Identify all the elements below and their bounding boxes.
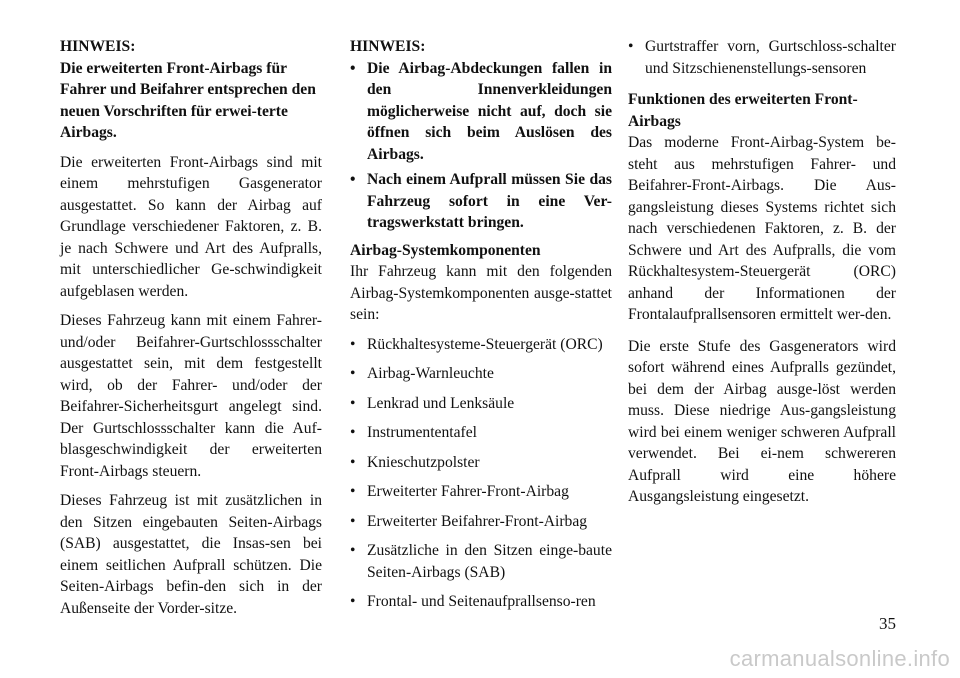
list-item: • Knieschutzpolster bbox=[350, 452, 612, 474]
paragraph: Dieses Fahrzeug kann mit einem Fahrer- und/oder Beifahrer-Gurtschlossschalter ausgestattet sein, mit dem festgestellt wird, ob der Fahrer- und/oder der Beifahrer-Sicherheitsgurt angelegt sind. Der Gurtschlossschalter kann die Auf-blasgeschwindigkeit der erweiterten Front-Airbags steuern. bbox=[60, 312, 322, 480]
list-item: • Gurtstraffer vorn, Gurtschloss-schalter und Sitzschienenstellungs-sensoren bbox=[628, 38, 896, 77]
bullet-icon: • bbox=[350, 453, 356, 471]
note-heading: HINWEIS: bbox=[60, 38, 136, 55]
column-left bbox=[60, 36, 322, 627]
bullet-icon: • bbox=[628, 38, 634, 55]
paragraph: Dieses Fahrzeug ist mit zusätzlichen in den Sitzen eingebauten Seiten-Airbags (SAB) ausgestattet, die Insas-sen bei einem seitlichen Aufprall schützen. Die Seiten-Airbags befin-den sich in der Außenseite der Vorder-sitze. bbox=[60, 492, 322, 617]
bullet-icon: • bbox=[350, 59, 356, 77]
watermark: carmanualsonline.info bbox=[729, 646, 950, 671]
list-item: • Nach einem Aufprall müssen Sie das Fahrzeug sofort in eine Ver-tragswerkstatt bringen. bbox=[350, 171, 612, 231]
section-intro: Ihr Fahrzeug kann mit den folgenden Airbag-Systemkomponenten ausge-stattet sein: bbox=[350, 263, 612, 323]
list-item: • Frontal- und Seitenaufprallsenso-ren bbox=[350, 591, 612, 613]
list-item: • Zusätzliche in den Sitzen einge-baute Seiten-Airbags (SAB) bbox=[350, 542, 612, 581]
note-heading: HINWEIS: bbox=[350, 38, 426, 55]
paragraph: Die erweiterten Front-Airbags sind mit einem mehrstufigen Gasgenerator ausgestattet. So kann der Airbag auf Grundlage verschiedener Faktoren, z. B. je nach Schwere und Art des Aufpralls, mit unterschiedlicher Ge-schwindigkeit aufgeblasen werden. bbox=[60, 153, 322, 300]
list-item: • Die Airbag-Abdeckungen fallen in den Innenverkleidungen möglicherweise nicht auf, doch sie öffnen sich beim Auslösen des Airbags. bbox=[350, 59, 612, 163]
bullet-icon: • bbox=[350, 512, 356, 530]
section-heading: Funktionen des erweiterten Front-Airbags bbox=[628, 91, 858, 130]
bullet-icon: • bbox=[350, 365, 356, 382]
column-right bbox=[628, 36, 896, 518]
list-item: • Instrumententafel bbox=[350, 422, 612, 444]
list-item: • Lenkrad und Lenksäule bbox=[350, 393, 612, 415]
bullet-icon: • bbox=[350, 424, 356, 441]
list-item: • Erweiterter Fahrer-Front-Airbag bbox=[350, 481, 612, 503]
paragraph: Die erste Stufe des Gasgenerators wird sofort während eines Aufpralls gezündet, bei dem der Airbag ausge-löst werden muss. Diese niedrige Aus-gangsleistung wird bei einem weniger schweren Aufprall verwendet. Bei ei-nem schwereren Aufprall wird eine höhere Ausgangsleistung eingesetzt. bbox=[628, 337, 896, 505]
bullet-icon: • bbox=[350, 593, 356, 610]
bullet-icon: • bbox=[350, 335, 356, 353]
note-bullet-list bbox=[350, 58, 612, 234]
bullet-icon: • bbox=[350, 171, 356, 188]
components-list bbox=[350, 334, 612, 613]
page-number: 35 bbox=[879, 614, 896, 633]
bullet-icon: • bbox=[350, 394, 356, 412]
section-heading: Airbag-Systemkomponenten bbox=[350, 241, 541, 259]
bullet-icon: • bbox=[350, 483, 356, 500]
list-item: • Erweiterter Beifahrer-Front-Airbag bbox=[350, 511, 612, 533]
column-middle bbox=[350, 36, 612, 621]
note-bold-text: Die erweiterten Front-Airbags für Fahrer und Beifahrer entsprechen den neuen Vorschriften für erwei-terte Airbags. bbox=[60, 59, 316, 141]
bullet-icon: • bbox=[350, 542, 356, 559]
continued-list bbox=[628, 36, 896, 79]
paragraph: Das moderne Front-Airbag-System be-steht aus mehrstufigen Fahrer- und Beifahrer-Front-Airbags. Die Aus-gangsleistung dieses Systems richtet sich nach verschiedenen Faktoren, z. B. der Schwere und Art des Aufpralls, die vom Rückhaltesystem-Steuergerät (ORC) anhand der Informationen der Frontalaufprallsensoren ermittelt wer-den. bbox=[628, 134, 896, 323]
list-item: • Rückhaltesysteme-Steuergerät (ORC) bbox=[350, 334, 612, 356]
list-item: • Airbag-Warnleuchte bbox=[350, 363, 612, 385]
